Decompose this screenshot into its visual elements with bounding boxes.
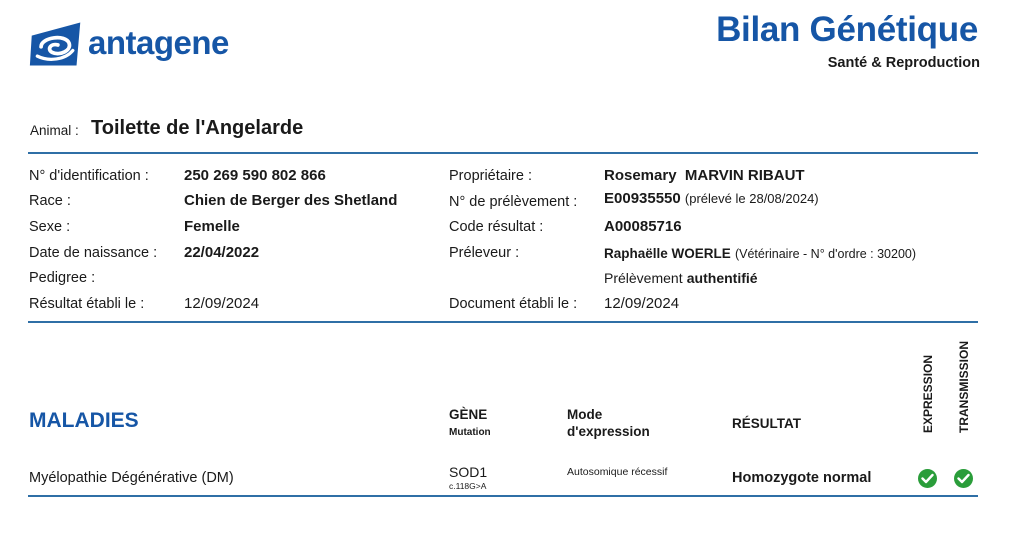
gene-header-label: GÈNE	[449, 407, 488, 422]
mode-value: Autosomique récessif	[567, 466, 668, 478]
result-value: Homozygote normal	[732, 470, 872, 486]
transmission-header: TRANSMISSION	[957, 340, 971, 433]
sample-label: N° de prélèvement :	[449, 194, 578, 210]
disease-name: Myélopathie Dégénérative (DM)	[29, 470, 234, 486]
result-code-value: A00085716	[604, 218, 682, 235]
diseases-section-title: MALADIES	[29, 409, 139, 432]
brand-name: antagene	[88, 24, 229, 61]
sample-date-note: (prélevé le 28/08/2024)	[684, 191, 819, 206]
divider-middle	[28, 321, 978, 323]
birthdate-label: Date de naissance :	[29, 245, 158, 261]
owner-label: Propriétaire :	[449, 168, 533, 184]
authentication-status: authentifié	[686, 270, 758, 286]
gene-value: SOD1	[449, 464, 488, 480]
mode-header	[567, 407, 650, 439]
sampler-note: (Vétérinaire - N° d'ordre : 30200)	[734, 247, 917, 261]
sampler-label: Préleveur :	[449, 245, 520, 261]
sex-label: Sexe :	[29, 219, 71, 235]
sample-line	[604, 190, 819, 207]
result-date-value: 12/09/2024	[184, 295, 260, 312]
document-date-label: Document établi le :	[449, 296, 578, 312]
animal-name: Toilette de l'Angelarde	[91, 117, 304, 139]
result-code-label: Code résultat :	[449, 219, 544, 235]
document-date-value: 12/09/2024	[604, 295, 680, 312]
breed-value: Chien de Berger des Shetland	[184, 192, 398, 209]
sampler-value: Raphaëlle WOERLE	[604, 246, 731, 261]
identification-value: 250 269 590 802 866	[184, 167, 326, 184]
gene-header	[449, 407, 491, 440]
expression-header: EXPRESSION	[921, 354, 935, 433]
divider-bottom	[28, 495, 978, 497]
check-circle-icon	[918, 469, 937, 488]
pedigree-label: Pedigree :	[29, 270, 96, 286]
owner-value: Rosemary MARVIN RIBAUT	[604, 167, 805, 184]
birthdate-value: 22/04/2022	[184, 244, 260, 261]
sample-value: E00935550	[604, 190, 681, 207]
sex-value: Femelle	[184, 218, 240, 235]
mode-header-line2: d'expression	[567, 424, 650, 439]
check-circle-icon	[954, 469, 973, 488]
report-subtitle: Santé & Reproduction	[827, 55, 980, 71]
authentication-prefix: Prélèvement	[604, 270, 683, 286]
mode-header-line1: Mode	[567, 407, 603, 422]
divider-top	[28, 152, 978, 154]
result-header: RÉSULTAT	[732, 416, 801, 431]
animal-label: Animal :	[30, 123, 79, 138]
mutation-header-label: Mutation	[449, 427, 491, 438]
authentication-line	[604, 270, 758, 287]
report-title: Bilan Génétique	[716, 10, 978, 49]
sampler-line	[604, 245, 916, 262]
antagene-logo-icon	[28, 17, 84, 71]
result-date-label: Résultat établi le :	[29, 296, 145, 312]
breed-label: Race :	[29, 193, 71, 209]
mutation-value: c.118G>A	[449, 481, 487, 491]
identification-label: N° d'identification :	[29, 168, 149, 184]
